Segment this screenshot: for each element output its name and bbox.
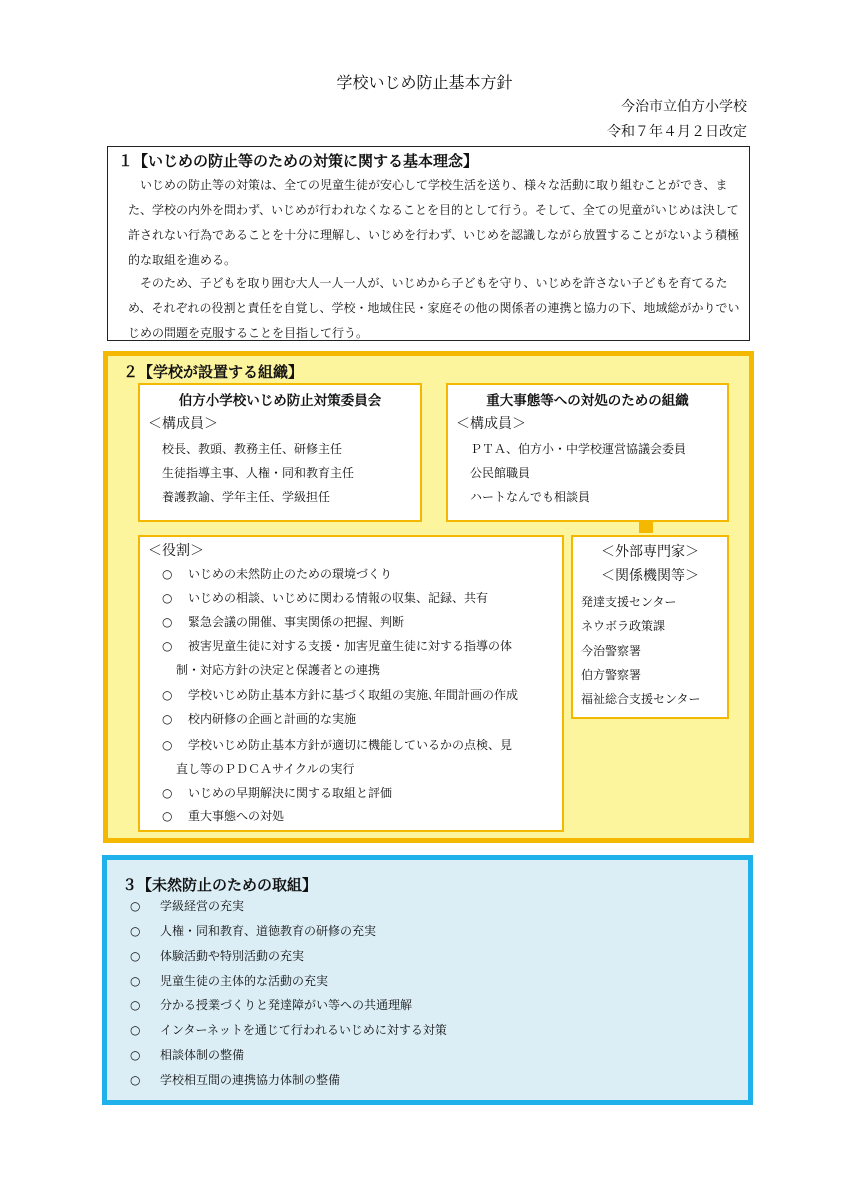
section1-paragraph-2: そのため、子どもを取り囲む大人一人一人が、いじめから子どもを守り、いじめを許さない子どもを育てるため、それぞれの役割と責任を自覚し、学校・地域住民・家庭その他の関係者の連携と協力の下、地域総がかりでいじめの問題を克服することを目指して行う。: [128, 276, 740, 340]
committee-members-label: ＜構成員＞: [148, 416, 218, 432]
serious-member: 公民館職員: [470, 466, 531, 480]
circle-bullet-icon: ○: [162, 809, 173, 823]
prevention-item: ○ 体験活動や特別活動の充実: [130, 949, 305, 963]
roles-label: ＜役割＞: [148, 543, 204, 559]
section2-heading: ２【学校が設置する組織】: [123, 363, 304, 381]
circle-bullet-icon: ○: [162, 786, 173, 800]
prevention-item: ○ 児童生徒の主体的な活動の充実: [130, 974, 329, 988]
section1-paragraph-1: いじめの防止等の対策は、全ての児童生徒が安心して学校生活を送り、様々な活動に取り組むことができ、また、学校の内外を問わず、いじめが行われなくなることを目的として行う。そして、全ての児童がいじめは決して許されない行為であることを十分に理解し、いじめを行わず、いじめを認識しながら放置することがないよう積極的な取組を進める。: [128, 178, 740, 267]
prevention-item: ○ インターネットを通じて行われるいじめに対する対策: [130, 1023, 447, 1037]
external-experts-label: ＜外部専門家＞: [601, 544, 699, 560]
circle-bullet-icon: ○: [130, 998, 141, 1012]
external-item: 福祉総合支援センター: [581, 692, 701, 706]
serious-member: ハートなんでも相談員: [470, 490, 591, 504]
prevention-item: ○ 人権・同和教育、道徳教育の研修の充実: [130, 924, 377, 938]
role-item: ○ 重大事態への対処: [162, 809, 285, 823]
committee-member: 生徒指導主事、人権・同和教育主任: [162, 466, 355, 480]
circle-bullet-icon: ○: [130, 1073, 141, 1087]
circle-bullet-icon: ○: [130, 924, 141, 938]
circle-bullet-icon: ○: [130, 974, 141, 988]
serious-incident-box: [446, 383, 729, 522]
circle-bullet-icon: ○: [130, 899, 141, 913]
circle-bullet-icon: ○: [130, 949, 141, 963]
committee-member: 校長、教頭、教務主任、研修主任: [162, 442, 343, 456]
external-item: 伯方警察署: [581, 668, 642, 682]
circle-bullet-icon: ○: [130, 1023, 141, 1037]
role-item: ○ 緊急会議の開催、事実関係の把握、判断: [162, 615, 405, 629]
section1-heading: １【いじめの防止等のための対策に関する基本理念】: [118, 152, 479, 170]
related-agencies-label: ＜関係機関等＞: [601, 568, 699, 584]
role-item: ○ 被害児童生徒に対する支援・加害児童生徒に対する指導の体: [162, 639, 513, 653]
circle-bullet-icon: ○: [162, 591, 173, 605]
role-item-continued: 制・対応方針の決定と保護者との連携: [176, 663, 381, 677]
revision-date: 令和７年４月２日改定: [607, 124, 747, 140]
document-title: 学校いじめ防止基本方針: [336, 73, 513, 92]
prevention-item: ○ 学校相互間の連携協力体制の整備: [130, 1073, 341, 1087]
section-prevention: [102, 855, 753, 1105]
section-organization: [103, 351, 754, 843]
circle-bullet-icon: ○: [162, 567, 173, 581]
circle-bullet-icon: ○: [162, 615, 173, 629]
serious-members-label: ＜構成員＞: [456, 416, 526, 432]
serious-member: ＰＴＡ、伯方小・中学校運営協議会委員: [470, 442, 687, 456]
school-name: 今治市立伯方小学校: [621, 99, 747, 115]
external-item: 発達支援センター: [581, 595, 677, 609]
prevention-item: ○ 分かる授業づくりと発達障がい等への共通理解: [130, 998, 413, 1012]
serious-incident-title: 重大事態等への対処のための組織: [486, 393, 689, 409]
circle-bullet-icon: ○: [162, 688, 173, 702]
role-item: ○ 学校いじめ防止基本方針が適切に機能しているかの点検、見: [162, 738, 513, 752]
role-item: ○ いじめの未然防止のための環境づくり: [162, 567, 393, 581]
role-item: ○ 学校いじめ防止基本方針に基づく取組の実施､年間計画の作成: [162, 688, 519, 702]
role-item-continued: 直し等のＰＤＣＡサイクルの実行: [176, 762, 355, 776]
external-item: ネウボラ政策課: [581, 619, 666, 633]
role-item: ○ いじめの早期解決に関する取組と評価: [162, 786, 393, 800]
circle-bullet-icon: ○: [130, 1048, 141, 1062]
role-item: ○ 校内研修の企画と計画的な実施: [162, 712, 357, 726]
circle-bullet-icon: ○: [162, 738, 173, 752]
committee-box: [138, 383, 422, 522]
circle-bullet-icon: ○: [162, 639, 173, 653]
prevention-item: ○ 学級経営の充実: [130, 899, 245, 913]
circle-bullet-icon: ○: [162, 712, 173, 726]
roles-box: [138, 535, 564, 832]
section3-heading: ３【未然防止のための取組】: [122, 876, 318, 894]
prevention-item: ○ 相談体制の整備: [130, 1048, 245, 1062]
committee-member: 養護教諭、学年主任、学級担任: [162, 490, 331, 504]
section-basic-principle: [107, 146, 750, 341]
committee-title: 伯方小学校いじめ防止対策委員会: [178, 393, 382, 409]
role-item: ○ いじめの相談、いじめに関わる情報の収集、記録、共有: [162, 591, 489, 605]
external-item: 今治警察署: [581, 644, 642, 658]
external-experts-box: [571, 535, 729, 719]
box-connector: [639, 522, 653, 533]
